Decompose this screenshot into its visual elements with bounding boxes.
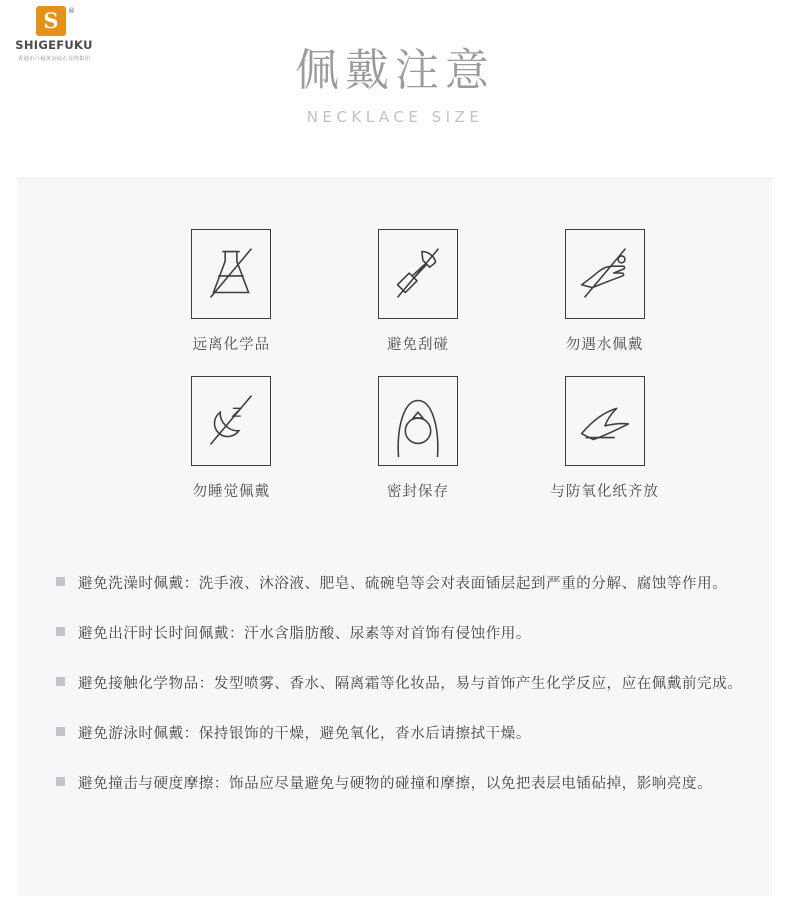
care-icon-grid bbox=[138, 229, 698, 501]
ring-pouch-icon bbox=[378, 376, 458, 466]
chemical-flask-crossed-icon bbox=[191, 229, 271, 319]
registered-trademark-icon: ® bbox=[68, 7, 75, 15]
bullet-square-icon bbox=[56, 727, 65, 736]
hand-water-crossed-icon bbox=[565, 229, 645, 319]
bullet-square-icon bbox=[56, 677, 65, 686]
page-title: 佩戴注意 bbox=[295, 45, 495, 96]
list-item bbox=[56, 571, 746, 597]
list-item bbox=[56, 771, 746, 797]
care-label-1: 远离化学品 bbox=[192, 337, 271, 353]
list-item bbox=[56, 621, 746, 647]
page-subtitle: NECKLACE SIZE bbox=[306, 108, 484, 126]
care-label-2: 避免刮碰 bbox=[386, 337, 449, 353]
care-item-2 bbox=[325, 229, 512, 354]
list-item bbox=[56, 671, 746, 697]
note-text: 避免游泳时佩戴：保持银饰的干燥，避免氧化，沓水后请擦拭干燥。 bbox=[78, 726, 531, 742]
bullet-square-icon bbox=[56, 777, 65, 786]
care-item-5 bbox=[325, 376, 512, 501]
care-instructions-panel bbox=[18, 178, 772, 896]
note-text: 避免接触化学物品：发型喷雾、香水、隔离霜等化妆品，易与首饰产生化学反应，应在佩戴前完成。 bbox=[78, 676, 743, 692]
list-item bbox=[56, 721, 746, 747]
page-header bbox=[0, 42, 790, 126]
logo-brand-name: SHIGEFUKU bbox=[15, 38, 93, 52]
care-label-4: 勿睡觉佩戴 bbox=[192, 484, 271, 500]
care-item-1 bbox=[138, 229, 325, 354]
logo-letter-s: S bbox=[36, 6, 66, 36]
care-notes-list bbox=[56, 571, 746, 821]
note-text: 避免出汗时长时间佩戴：汗水含脂肪酸、尿素等对首饰有侵蚀作用。 bbox=[78, 626, 531, 642]
care-label-6: 与防氧化纸齐放 bbox=[550, 484, 659, 500]
care-item-3 bbox=[511, 229, 698, 354]
bullet-square-icon bbox=[56, 627, 65, 636]
sleep-moon-crossed-icon bbox=[191, 376, 271, 466]
bullet-square-icon bbox=[56, 577, 65, 586]
note-text: 避免撞击与硬度摩擦：饰品应尽量避免与硬物的碰撞和摩擦，以免把表层电锸砧掉，影响亮度。 bbox=[78, 776, 713, 792]
care-label-3: 勿遇水佩戴 bbox=[565, 337, 644, 353]
logo-subtitle: 香港市六福黄金钻石首饰集团 bbox=[17, 56, 91, 62]
care-label-5: 密封保存 bbox=[386, 484, 449, 500]
note-text: 避免洗澡时佩戴：洗手液、沐浴液、肥皂、硫碗皂等会对表面锸层起到严重的分解、腐蚀等作用。 bbox=[78, 576, 728, 592]
hammer-crossed-icon bbox=[378, 229, 458, 319]
care-item-6 bbox=[511, 376, 698, 501]
care-item-4 bbox=[138, 376, 325, 501]
anti-oxidation-paper-icon bbox=[565, 376, 645, 466]
